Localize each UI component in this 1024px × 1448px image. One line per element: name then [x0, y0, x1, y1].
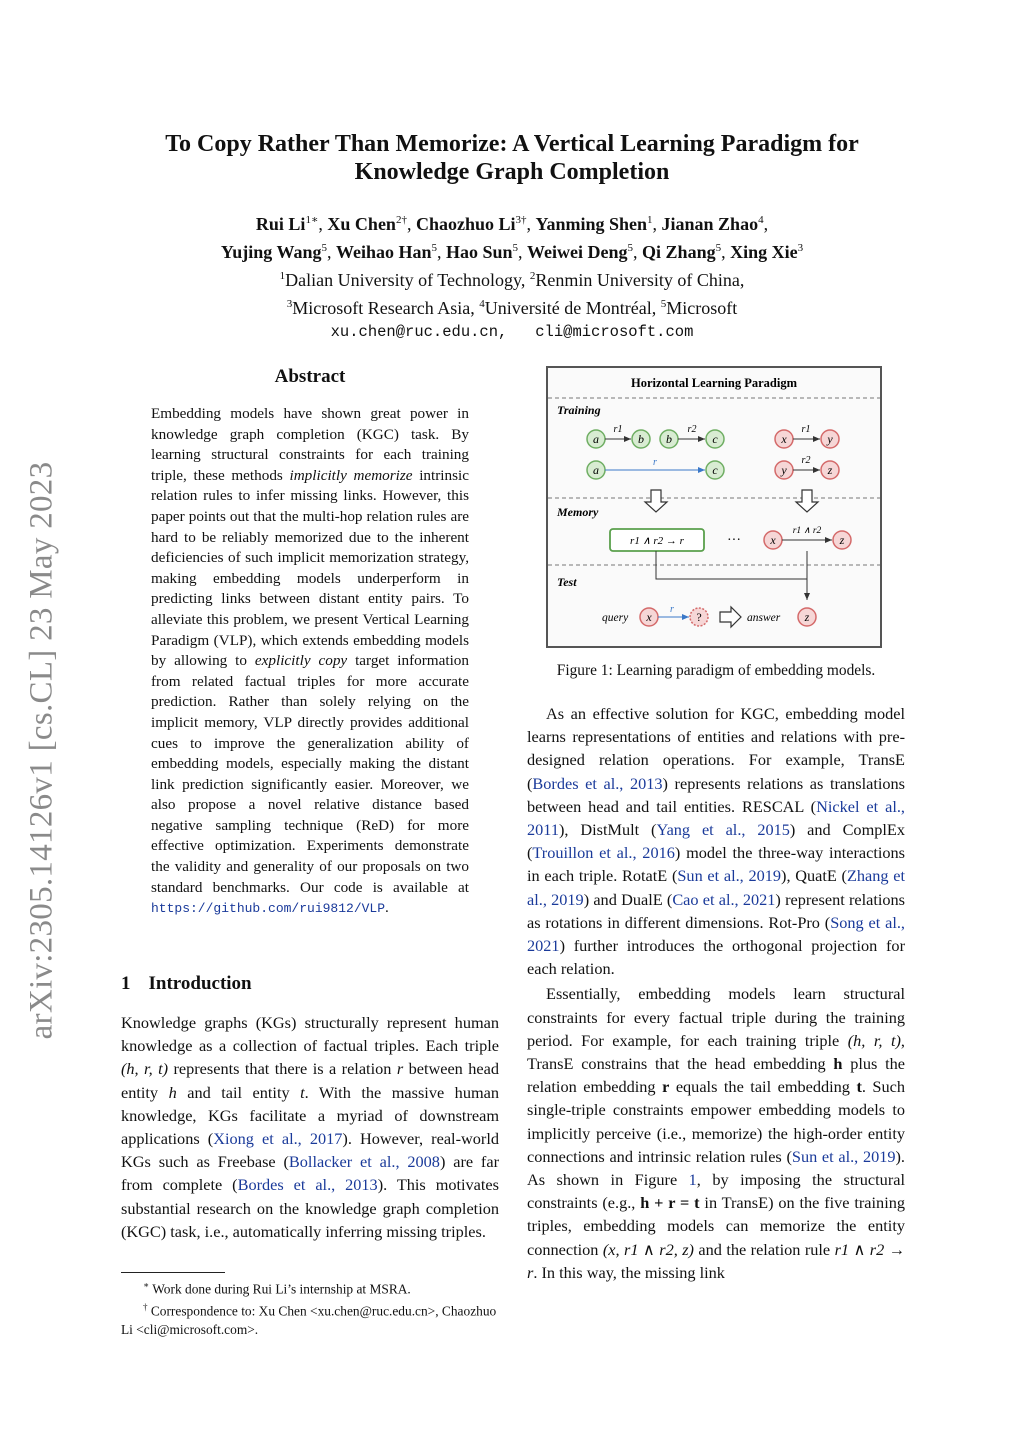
citation-link[interactable]: Bordes et al., 2013: [532, 773, 663, 793]
down-arrow-icon: [645, 490, 667, 512]
author-line-2: Yujing Wang$^5$, Weihao Han$^5$, Hao Sun$^5$, Weiwei Deng$^5$, Qi Zhang$^5$, Xing Xie$^3$: [220, 242, 804, 262]
affiliation: Microsoft Research Asia: [292, 298, 471, 318]
author-name: Xing Xie: [730, 242, 798, 262]
svg-text:c: c: [712, 432, 718, 446]
svg-text:c: c: [712, 463, 718, 477]
training-chain-2: [587, 457, 724, 479]
citation-link[interactable]: Song et al., 2021: [527, 912, 905, 956]
svg-text:x: x: [646, 610, 652, 624]
author-name: Qi Zhang: [642, 242, 716, 262]
intro-paragraph: Knowledge graphs (KGs) structurally represent human knowledge as a collection of factual triples. Each triple (h, r, t) represents that there is a relation r between head entity h and tail entity t. With the massive human knowledge, KGs facilitate a myriad of downstream applications (Xiong et al., 2017). However, real-world KGs such as Freebase (Bollacker et al., 2008) are far from complete (Bordes et al., 2013). This motivates substantial research on the knowledge graph completion (KGC) task, i.e., automatically inferring missing triples.: [121, 1013, 500, 1241]
author-block: [110, 208, 914, 344]
figure-link[interactable]: 1: [688, 1170, 697, 1190]
author-name: Chaozhuo Li: [415, 214, 516, 234]
svg-text:x: x: [781, 432, 787, 446]
svg-text:y: y: [827, 432, 833, 446]
down-arrow-icon: [796, 490, 818, 512]
svg-text:x: x: [770, 533, 776, 547]
code-link[interactable]: https://github.com/rui9812/VLP: [151, 901, 386, 917]
svg-text:b: b: [638, 432, 644, 446]
affiliation: Renmin University of China: [535, 270, 740, 290]
email[interactable]: xu.chen@ruc.edu.cn,: [330, 323, 508, 341]
svg-text:y: y: [781, 463, 787, 477]
memory-rule: r1 ∧ r2 → r: [630, 535, 684, 547]
footnote-rule: [121, 1272, 225, 1273]
author-name: Hao Sun: [446, 242, 513, 262]
figure-caption: Figure 1: Learning paradigm of embedding models.: [556, 662, 876, 679]
ellipsis: ···: [727, 533, 741, 548]
author-name: Yanming Shen: [535, 214, 648, 234]
citation-link[interactable]: Nickel et al., 2011: [527, 796, 905, 840]
paper-title: [110, 130, 914, 186]
answer-label: answer: [747, 612, 781, 624]
memory-to-test-connector: [656, 551, 807, 600]
affiliation: Dalian University of Technology: [285, 270, 521, 290]
svg-text:r2: r2: [801, 455, 811, 466]
citation-link[interactable]: Zhang et al., 2019: [527, 866, 905, 909]
svg-text:r1: r1: [613, 424, 623, 435]
author-name: Weihao Han: [335, 242, 432, 262]
author-name: Xu Chen: [327, 214, 396, 234]
citation-link[interactable]: Sun et al., 2019: [677, 866, 782, 886]
figure-title: Horizontal Learning Paradigm: [631, 376, 797, 390]
svg-text:z: z: [827, 463, 833, 477]
email-line: [110, 320, 914, 344]
svg-text:a: a: [593, 432, 599, 446]
training-chain-4: [775, 455, 839, 479]
right-column: [527, 702, 905, 1284]
paragraph: Essentially, embedding models learn structural constraints for every factual triple during the training period. For example, for each training triple (h, r, t), TransE constrains that the head embedding h plus the relation embedding r equals the tail embedding t. Such single-triple constraints empower embedding models to implicitly perceive (i.e., memorize) the high-order entity connections and intrinsic relation rules (Sun et al., 2019). As shown in Figure 1, by imposing the structural constraints (e.g., h + r = t in TransE) on the five training triples, embedding models can memorize the entity connection (x, r1 ∧ r2, z) and the relation rule r1 ∧ r2 → r. In this way, the missing link: [527, 984, 906, 1282]
learning-paradigm-diagram: [548, 368, 880, 646]
training-chain-1: [587, 424, 724, 448]
footnote: ∗ Work done during Rui Li’s internship at MSRA.: [143, 1280, 411, 1297]
affiliation-line-1: $^1$Dalian University of Technology, $^2$Renmin University of China,: [279, 270, 745, 290]
test-label: Test: [557, 575, 577, 589]
affiliation: Microsoft: [666, 298, 738, 318]
svg-text:b: b: [666, 432, 672, 446]
query-label: query: [602, 612, 629, 624]
citation-link[interactable]: Sun et al., 2019: [791, 1146, 896, 1166]
svg-text:r2: r2: [687, 424, 697, 435]
arxiv-sidebar: [12, 444, 72, 1056]
footnote: † Correspondence to: Xu Chen <xu.chen@ruc.edu.cn>, Chaozhuo Li <cli@microsoft.com>.: [121, 1302, 497, 1337]
citation-link[interactable]: Cao et al., 2021: [672, 889, 776, 909]
section-heading-introduction: [121, 973, 252, 995]
author-name: Weiwei Deng: [527, 242, 628, 262]
svg-text:a: a: [593, 463, 599, 477]
memory-label: Memory: [557, 505, 599, 519]
email[interactable]: cli@microsoft.com: [535, 323, 694, 341]
right-arrow-icon: [720, 607, 741, 627]
svg-text:r1: r1: [801, 424, 811, 435]
citation-link[interactable]: Yang et al., 2015: [656, 820, 790, 840]
svg-text:r: r: [670, 604, 674, 615]
citation-link[interactable]: Bollacker et al., 2008: [288, 1152, 440, 1172]
affiliation-line-2: $^3$Microsoft Research Asia, $^4$Université de Montréal, $^5$Microsoft: [286, 298, 738, 318]
abstract-heading: Abstract: [274, 366, 346, 387]
arxiv-id: arXiv:2305.14126v1 [cs.CL] 23 May 2023: [23, 461, 60, 1039]
section-number: 1: [121, 973, 131, 994]
training-label: Training: [557, 403, 601, 417]
author-line-1: Rui $Li^{1∗}$, Xu Chen$^{2\dagger}$, Chaozhuo $Li^{3\dagger}$, Yanming Shen$^1$, Jianan Zhao$^4$,: [255, 214, 769, 234]
section-title: Introduction: [148, 973, 252, 994]
title-line-1: To Copy Rather Than Memorize: A Vertical Learning Paradigm for: [165, 131, 859, 157]
svg-text:r1 ∧ r2: r1 ∧ r2: [792, 526, 822, 536]
svg-text:z: z: [839, 533, 845, 547]
svg-text:r: r: [653, 457, 657, 468]
paragraph: As an effective solution for KGC, embedding model learns representations of entities and relations with pre-designed relation operations. For example, TransE (Bordes et al., 2013) represents relations as translations between head and tail entities. RESCAL (Nickel et al., 2011), DistMult (Yang et al., 2015) and ComplEx (Trouillon et al., 2016) model the three-way interactions in each triple. RotatE (Sun et al., 2019), QuatE (Zhang et al., 2019) and DualE (Cao et al., 2021) represent relations as rotations in different dimensions. Rot-Pro (Song et al., 2021) further introduces the orthogonal projection for each relation.: [527, 704, 906, 979]
citation-link[interactable]: Bordes et al., 2013: [237, 1175, 378, 1195]
author-name: Jianan Zhao: [661, 214, 759, 234]
figure-1: [546, 366, 882, 648]
footnotes: [121, 1276, 501, 1339]
svg-text:z: z: [804, 610, 810, 624]
svg-text:?: ?: [696, 610, 702, 624]
title-line-2: Knowledge Graph Completion: [354, 159, 670, 185]
citation-link[interactable]: Trouillon et al., 2016: [532, 843, 675, 863]
training-chain-3: [775, 424, 839, 448]
affiliation: Université de Montréal: [484, 298, 652, 318]
citation-link[interactable]: Xiong et al., 2017: [213, 1129, 343, 1149]
author-name: Yujing Wang: [220, 242, 322, 262]
author-name: Rui Li: [255, 214, 306, 234]
abstract-text: Embedding models have shown great power in knowledge graph completion (KGC) task. By learning structural constraints for each training triple, these methods implicitly memorize intrinsic relation rules to infer missing links. However, this paper points out that the multi-hop relation rules are hard to be reliably memorized due to the inherent deficiencies of such implicit memorization strategy, making embedding models underperform in predicting links between distant entity pairs. To alleviate this problem, we present Vertical Learning Paradigm (VLP), which extends embedding models by allowing to explicitly copy target information from related factual triples for more accurate prediction. Rather than solely relying on the implicit memory, VLP directly provides additional cues to improve the generalization ability of embedding models, especially making the distant link prediction significantly easier. Moreover, we also propose a novel relative distance based negative sampling technique (ReD) for more effective optimization. Experiments demonstrate the validity and generality of our proposals on two standard benchmarks. Our code is available at https://github.com/rui9812/VLP.: [151, 405, 469, 917]
